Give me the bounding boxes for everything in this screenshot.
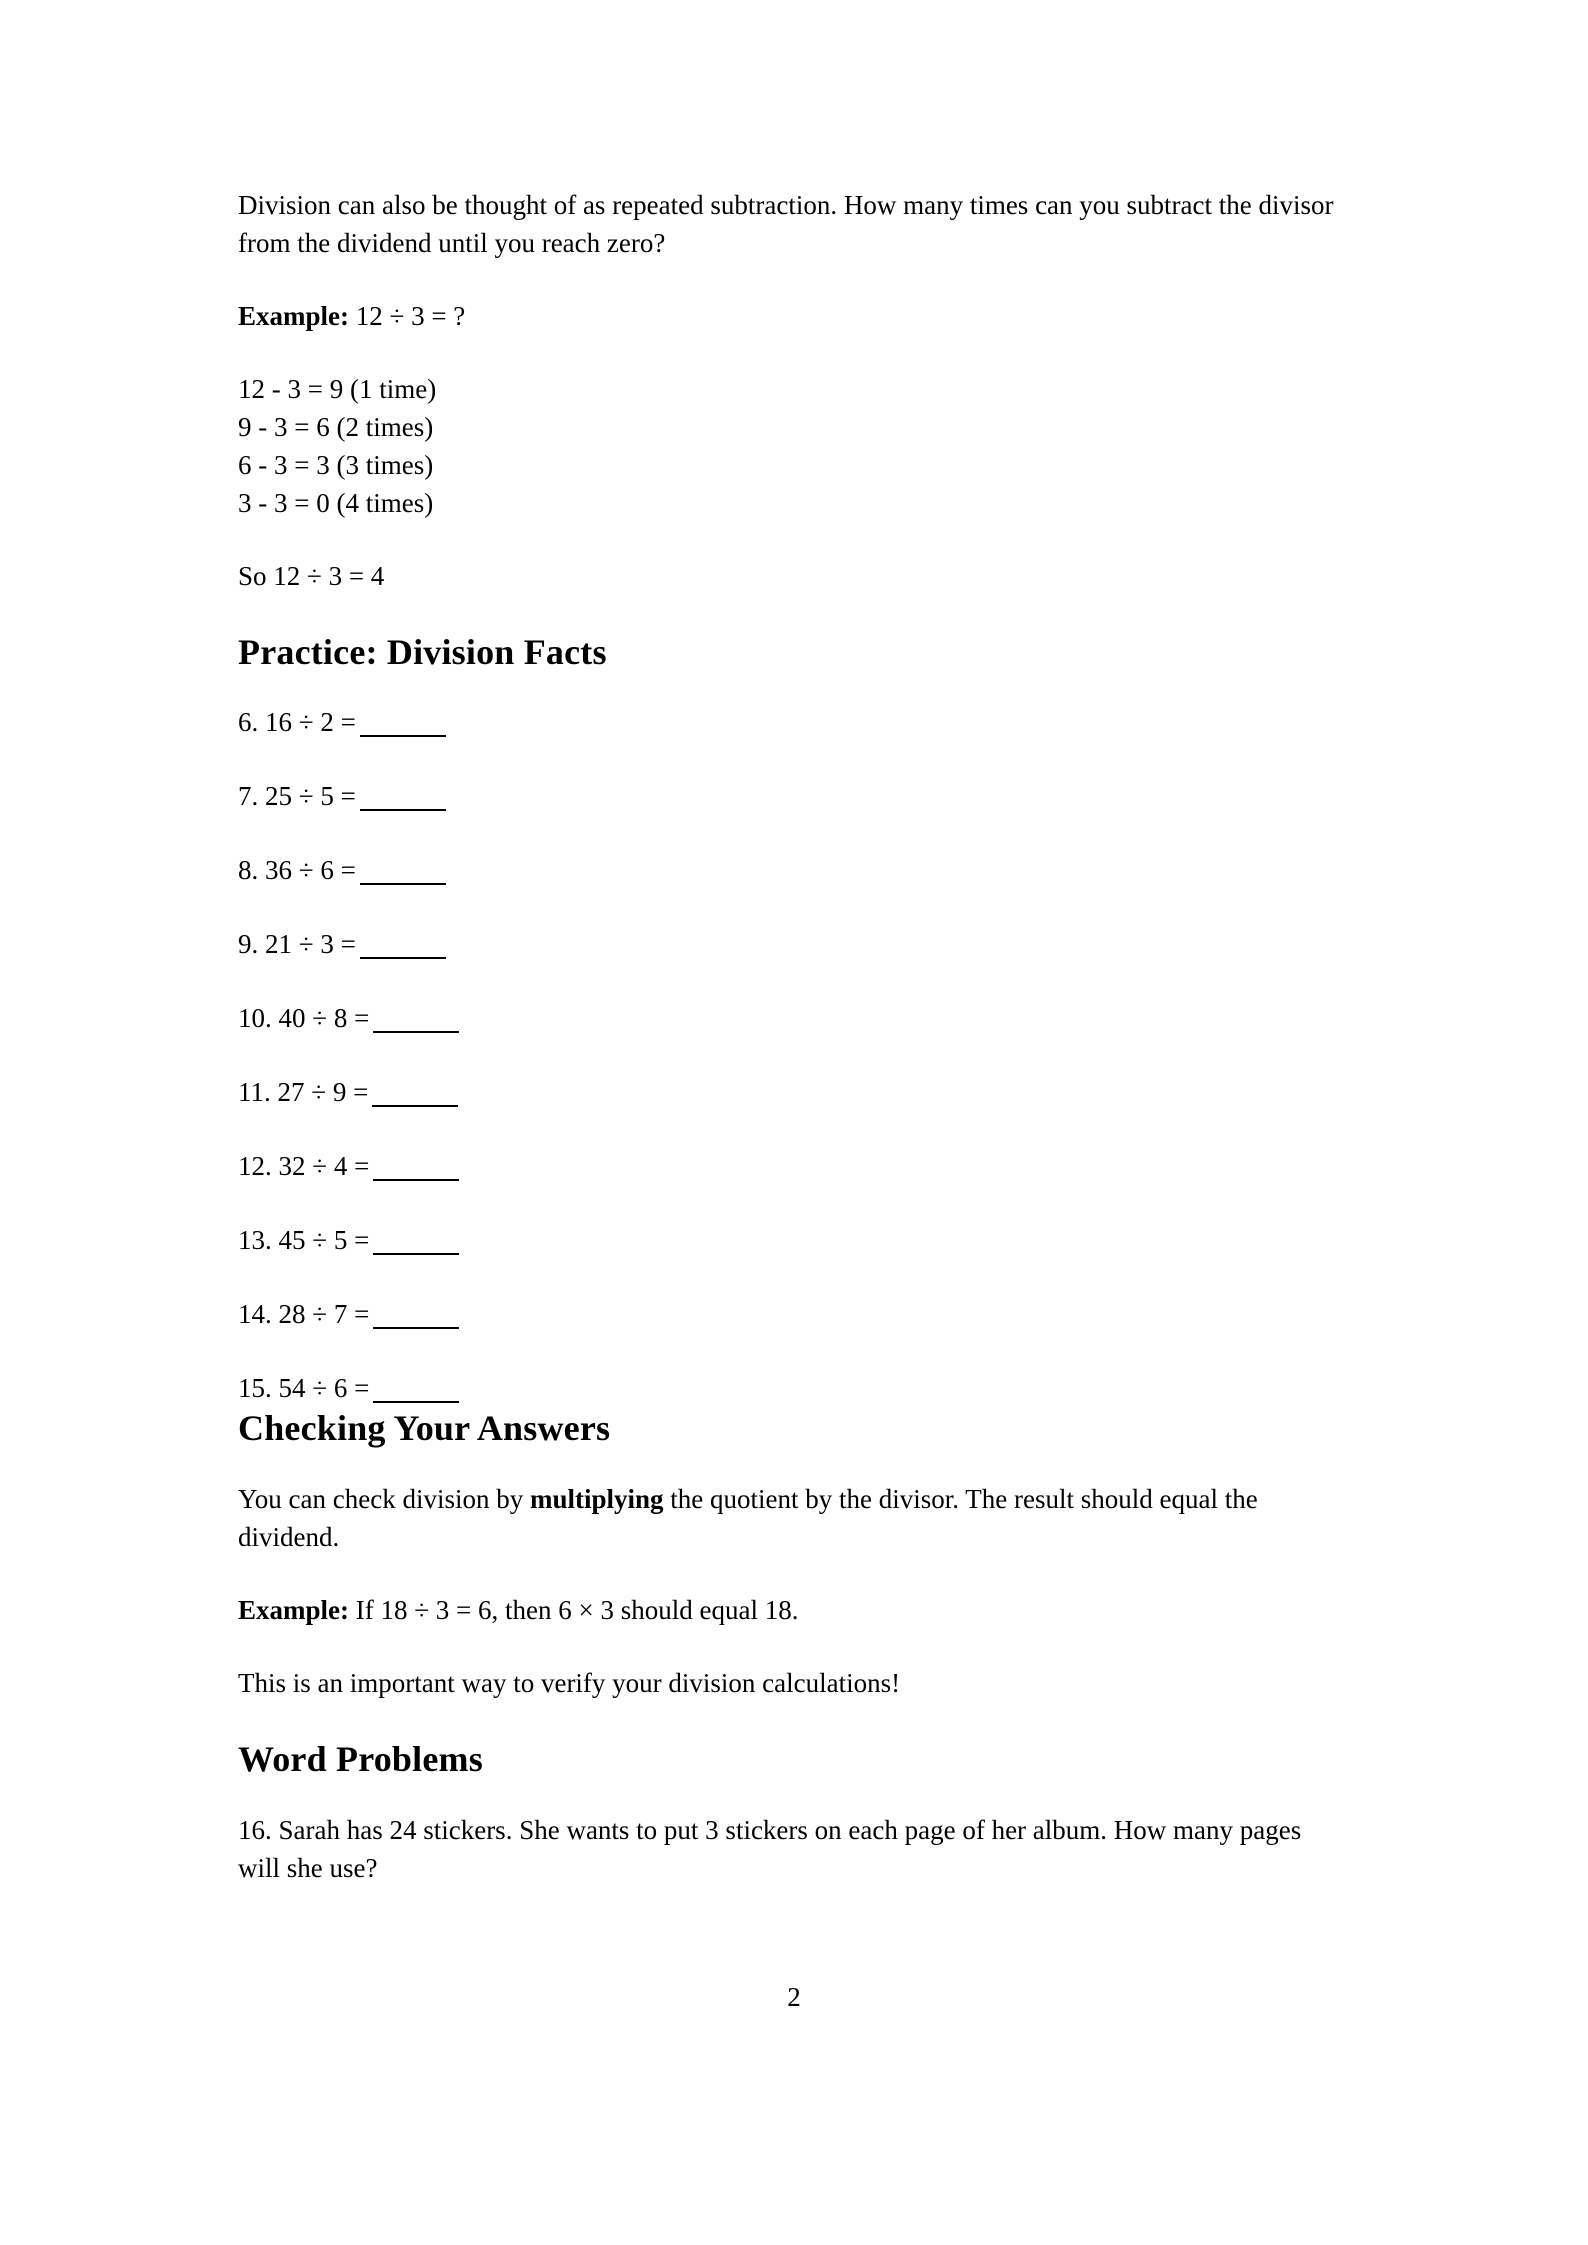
step-line: 12 - 3 = 9 (1 time) <box>238 374 437 404</box>
checking-body-before: You can check division by <box>238 1484 530 1514</box>
practice-item-problem: 27 ÷ 9 = <box>277 1077 369 1107</box>
checking-example-line <box>238 1591 1336 1629</box>
practice-item-problem: 40 ÷ 8 = <box>278 1003 370 1033</box>
checking-example-text: If 18 ÷ 3 = 6, then 6 × 3 should equal 18. <box>355 1595 799 1625</box>
checking-closing: This is an important way to verify your division calculations! <box>238 1668 901 1698</box>
answer-blank[interactable] <box>373 1231 459 1255</box>
practice-item-problem: 21 ÷ 3 = <box>265 929 356 959</box>
answer-blank[interactable] <box>360 861 446 885</box>
practice-item <box>238 778 1336 814</box>
practice-item-number: 9. <box>238 929 259 959</box>
practice-heading: Practice: Division Facts <box>238 632 607 672</box>
answer-blank[interactable] <box>360 935 446 959</box>
practice-item-number: 13. <box>238 1225 272 1255</box>
answer-blank[interactable] <box>373 1009 459 1033</box>
practice-item <box>238 852 1336 888</box>
step-line: 9 - 3 = 6 (2 times) <box>238 412 434 442</box>
checking-body <box>238 1480 1336 1556</box>
practice-item-problem: 28 ÷ 7 = <box>278 1299 370 1329</box>
example-expression: 12 ÷ 3 = ? <box>355 301 466 331</box>
practice-item-number: 6. <box>238 707 259 737</box>
practice-item <box>238 1296 1336 1332</box>
practice-item <box>238 704 1336 740</box>
answer-blank[interactable] <box>373 1305 459 1329</box>
example-label: Example: <box>238 301 349 331</box>
practice-item <box>238 1148 1336 1184</box>
step-line: 3 - 3 = 0 (4 times) <box>238 488 434 518</box>
practice-item-number: 12. <box>238 1151 272 1181</box>
intro-conclusion: So 12 ÷ 3 = 4 <box>238 561 385 591</box>
answer-blank[interactable] <box>373 1157 459 1181</box>
page-number: 2 <box>787 1982 801 2012</box>
example-label: Example: <box>238 1595 349 1625</box>
practice-item <box>238 926 1336 962</box>
answer-blank[interactable] <box>360 787 446 811</box>
word-problem-text: Sarah has 24 stickers. She wants to put 3 stickers on each page of her album. How many pages will she use? <box>238 1815 1302 1883</box>
practice-item-number: 10. <box>238 1003 272 1033</box>
word-problem-number: 16. <box>238 1815 272 1845</box>
practice-item-problem: 36 ÷ 6 = <box>265 855 356 885</box>
page-content <box>238 186 1336 1887</box>
practice-item-problem: 16 ÷ 2 = <box>265 707 356 737</box>
word-problem-item <box>238 1811 1336 1887</box>
checking-body-after: the quotient by the divisor. The result should equal the dividend. <box>238 1484 1258 1552</box>
practice-item-problem: 32 ÷ 4 = <box>278 1151 370 1181</box>
intro-paragraph: Division can also be thought of as repeated subtraction. How many times can you subtract the divisor from the dividend until you reach zero? <box>238 190 1334 258</box>
practice-item-number: 8. <box>238 855 259 885</box>
practice-item-problem: 54 ÷ 6 = <box>278 1373 370 1403</box>
checking-body-emphasis: multiplying <box>529 1484 664 1514</box>
practice-item <box>238 1000 1336 1036</box>
practice-item-number: 15. <box>238 1373 272 1403</box>
answer-blank[interactable] <box>373 1379 459 1403</box>
practice-item <box>238 1370 1336 1406</box>
answer-blank[interactable] <box>360 713 446 737</box>
practice-item-number: 7. <box>238 781 259 811</box>
practice-problem-list <box>238 704 1336 1406</box>
practice-item <box>238 1222 1336 1258</box>
practice-item-number: 14. <box>238 1299 272 1329</box>
checking-heading: Checking Your Answers <box>238 1408 611 1448</box>
word-problems-heading: Word Problems <box>238 1739 483 1779</box>
practice-item-problem: 45 ÷ 5 = <box>278 1225 370 1255</box>
practice-item <box>238 1074 1336 1110</box>
practice-item-number: 11. <box>238 1077 271 1107</box>
repeated-subtraction-steps <box>238 370 1336 522</box>
answer-blank[interactable] <box>372 1083 458 1107</box>
intro-example-line <box>238 297 1336 335</box>
step-line: 6 - 3 = 3 (3 times) <box>238 450 434 480</box>
practice-item-problem: 25 ÷ 5 = <box>265 781 356 811</box>
